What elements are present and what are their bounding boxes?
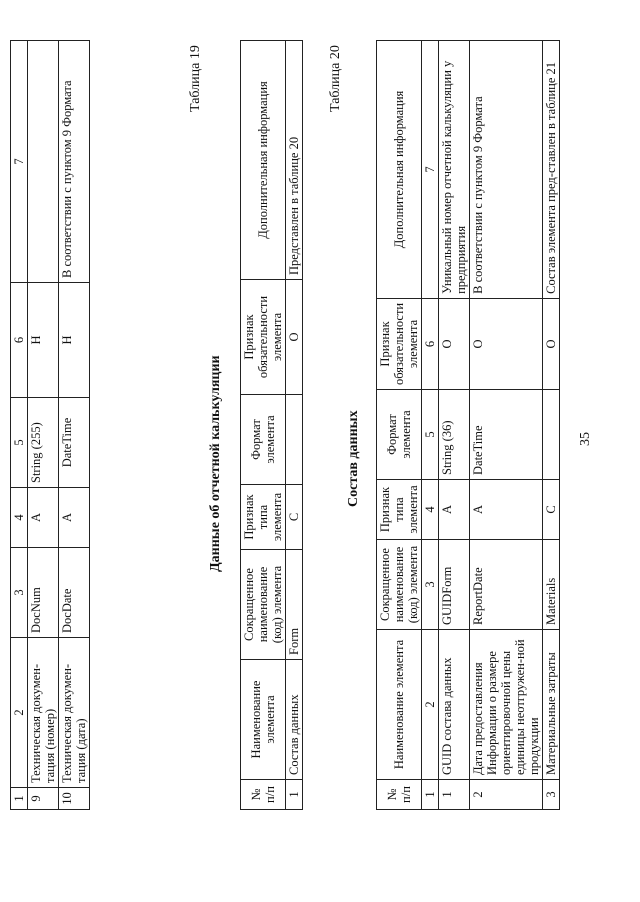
table-cell: 1	[286, 780, 303, 810]
table-cell: Materials	[543, 540, 560, 630]
table-cell: 2	[11, 638, 28, 788]
table-cell: С	[286, 485, 303, 550]
table-row	[422, 41, 439, 810]
table-cell: Признак обязательности элемента	[241, 280, 286, 395]
table-row	[470, 41, 543, 810]
table-cell: 3	[543, 780, 560, 810]
table-cell: С	[543, 480, 560, 540]
table-cell: String (36)	[439, 390, 470, 480]
table-cell: 5	[422, 390, 439, 480]
table-cell: 6	[422, 298, 439, 389]
table-cell: А	[28, 488, 59, 548]
table-cell: Наименование элемента	[241, 660, 286, 780]
table-cell: № п/п	[377, 780, 422, 810]
table-cell: А	[59, 488, 90, 548]
table-cell: В соответствии с пунктом 9 Формата	[470, 41, 543, 299]
table-cell: DocNum	[28, 548, 59, 638]
table-cell: 9	[28, 788, 59, 810]
table-continuation	[10, 40, 90, 810]
table-cell: Дополнительная информация	[241, 41, 286, 280]
page-number: 35	[578, 432, 593, 446]
table-cell: DateTime	[470, 390, 543, 480]
table-20-title: Состав данных	[346, 410, 361, 507]
table-19-label: Таблица 19	[188, 45, 203, 112]
table-cell: 6	[11, 283, 28, 398]
table-cell: Н	[59, 283, 90, 398]
table-cell: Наименование элемента	[377, 630, 422, 780]
table-row	[543, 41, 560, 810]
table-cell: 3	[422, 540, 439, 630]
table-cell: № п/п	[241, 780, 286, 810]
table-cell: Материальные затраты	[543, 630, 560, 780]
table-cell: 5	[11, 398, 28, 488]
table-cell: Дата предоставления Информации о размере ориентировочной цены единицы неотгружен-ной продукции	[470, 630, 543, 780]
table-cell: GUID состава данных	[439, 630, 470, 780]
table-row	[11, 41, 28, 810]
table-20	[376, 40, 560, 810]
table-cell: 2	[470, 780, 543, 810]
table-cell: Формат элемента	[241, 395, 286, 485]
table-cell: Формат элемента	[377, 390, 422, 480]
table-cell: Техническая докумен-тация (номер)	[28, 638, 59, 788]
table-row	[377, 41, 422, 810]
table-cell: А	[470, 480, 543, 540]
table-cell: 7	[11, 41, 28, 283]
table-cell: 7	[422, 41, 439, 299]
table-cell: О	[286, 280, 303, 395]
table-cell: 4	[422, 480, 439, 540]
table-cell: Уникальный номер отчетной калькуляции у предприятия	[439, 41, 470, 299]
table-cell: String (255)	[28, 398, 59, 488]
table-row	[59, 41, 90, 810]
table-cell: В соответствии с пунктом 9 Формата	[59, 41, 90, 283]
table-cell: О	[439, 298, 470, 389]
table-cell: Дополнительная информация	[377, 41, 422, 299]
table-cell: 3	[11, 548, 28, 638]
table-cell: А	[439, 480, 470, 540]
table-cell: 1	[439, 780, 470, 810]
table-row	[28, 41, 59, 810]
table-cell: Техническая докумен-тация (дата)	[59, 638, 90, 788]
table-row	[439, 41, 470, 810]
table-19-title: Данные об отчетной калькуляции	[208, 355, 223, 572]
table-cell: О	[543, 298, 560, 389]
table-cell: GUIDForm	[439, 540, 470, 630]
table-cell: 1	[422, 780, 439, 810]
table-cell: Н	[28, 283, 59, 398]
table-cell: Состав элемента пред-ставлен в таблице 21	[543, 41, 560, 299]
table-cell: Представлен в таблице 20	[286, 41, 303, 280]
table-cell	[286, 395, 303, 485]
table-row	[241, 41, 286, 810]
table-cell: 1	[11, 788, 28, 810]
table-cell: Признак типа элемента	[377, 480, 422, 540]
table-row	[286, 41, 303, 810]
table-cell: ReportDate	[470, 540, 543, 630]
table-cell: DocDate	[59, 548, 90, 638]
table-cell: О	[470, 298, 543, 389]
table-cell: Состав данных	[286, 660, 303, 780]
table-cell: Сокращенное наименование (код) элемента	[377, 540, 422, 630]
table-19	[240, 40, 303, 810]
table-cell	[28, 41, 59, 283]
table-cell: 10	[59, 788, 90, 810]
table-cell: Признак обязательности элемента	[377, 298, 422, 389]
table-cell: 2	[422, 630, 439, 780]
table-cell: Form	[286, 550, 303, 660]
table-cell: DateTime	[59, 398, 90, 488]
table-cell: Сокращенное наименование (код) элемента	[241, 550, 286, 660]
table-20-label: Таблица 20	[328, 45, 343, 112]
table-cell: 4	[11, 488, 28, 548]
table-cell	[543, 390, 560, 480]
table-cell: Признак типа элемента	[241, 485, 286, 550]
